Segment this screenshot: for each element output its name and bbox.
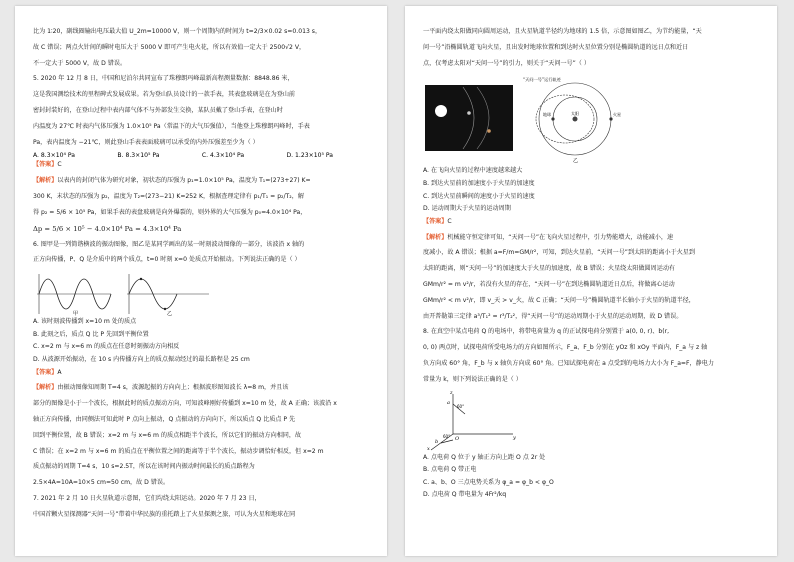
q7-analysis-line: GMm/r² < m v²/r，即 v_天 > v_火，故 C 正确；“天问一号”椭圆轨道半长轴小于火星的轨道半径， [423, 296, 695, 304]
q4-tail-line-3: 不一定大于 5000 V，故 D 错误。 [33, 59, 127, 67]
q5-stem-line: 这是我国测绘技术的里程碑式发展成果。若为登山队员设计的一款手表，其表盘玻璃是在为登山前 [33, 91, 296, 99]
q7-analysis-line: 由开普勒第三定律 a³/T₁² = r³/T₂²，得“天问一号”的运动周期小于火星的运动周期，故 D 错误。 [423, 312, 683, 320]
angle-b-label: 60° [443, 433, 451, 439]
q7-figure [423, 73, 761, 165]
q8-stem-line: 0, 0) 两点时，试探电荷所受电场力的方向如图所示，F_a、F_b 分别在 yOz 和 xOy 平面内，F_a 与 z 轴 [423, 344, 708, 352]
q7-analysis-line: 度减小，故 A 错误；根据 a=F/m=GM/r²，可知，到达火星前，“天问一号”到太阳的距离小于火星到 [423, 249, 695, 257]
q5-analysis: 【解析】以表内的封闭气体为研究对象，初状态的压强为 p₁=1.0×10⁵ Pa，温度为 T₁=(273+27) K= [33, 177, 311, 185]
point-a-label: a [447, 399, 450, 406]
point-b-label: b [435, 438, 439, 445]
q6-figure [33, 270, 371, 316]
angle-a-label: 60° [457, 403, 465, 409]
q7-head-line: 7. 2021 年 2 月 10 日火星轨道示意图，它们均绕太阳运动。2020 年 7 月 23 日， [33, 494, 261, 502]
label-sun: 太阳 [571, 111, 579, 117]
q8-axes-diagram [423, 390, 543, 452]
q7-answer: 【答案】C [423, 217, 452, 225]
waveform-graph [127, 274, 209, 317]
q7-stem-line: 一平面内绕太阳做同向圆周运动，且火星轨道半径约为地球的 1.5 倍，示意图如图乙，为节约能量，“天 [423, 28, 702, 35]
q5-stem-line: 5. 2020 年 12 月 8 日，中国和尼泊尔共同宣布了珠穆朗玛峰最新高程测量数据：8848.86 米， [33, 75, 294, 83]
q7-analysis-line: GMm/r² = m v²/r，若没有火星的存在，“天问一号”在到达椭圆轨道近日点后，将做离心运动 [423, 280, 675, 288]
q5-option-b: B. 8.3×10⁵ Pa [117, 152, 160, 160]
q5-stem-line: Pa，表内温度为 −21℃，则此登山手表表面玻璃可以承受的内外压强差至少为（ ） [33, 138, 259, 146]
q7-stem-line: 问一号”沿椭圆轨道飞向火星，且出发时地球位置和到达时火星位置分别是椭圆轨道的远日点和近日 [423, 43, 689, 51]
vibration-graph [37, 274, 111, 317]
q7-analysis: 【解析】机械能守恒定律可知，“天问一号”在飞向火星过程中，引力势能增大，动能减小，速 [423, 233, 674, 241]
figure-label-yi: 乙 [573, 158, 579, 165]
q5-stem-line: 内温度为 27℃ 时表内气体压强为 1.0×10⁵ Pa（常温下的大气压强值），当他登上珠穆朗玛峰时，手表 [33, 122, 310, 130]
q6-stem-line: 6. 图甲是一列简谐横波的振动图像，图乙是某同学画出的某一时刻波动图像的一部分，该波沿 x 轴的 [33, 240, 305, 248]
q6-option-b: B. 此刻之后，质点 Q 比 P 先回到平衡位置 [33, 330, 149, 338]
q6-analysis-line: 质点振动的周期 T=4 s，10 s=2.5T，所以在该时间内振动时间最长的质点路程为 [33, 463, 255, 471]
q8-figure [423, 390, 761, 452]
q6-analysis-line: C 错误；在 x=2 m 与 x=6 m 的质点在平衡位置之间的距离等于半个波长，振动步调恰好相反，但 x=2 m [33, 447, 324, 455]
q6-option-a: A. 该时刻波传播到 x=10 m 处的质点 [33, 318, 137, 326]
q8-option-c: C. a、b、O 三点电势关系为 φ_a = φ_b < φ_O [423, 478, 554, 486]
q6-analysis-line: 轴正方向传播，由同侧法可知此时 P 点向上振动，Q 点振动的方向向下，所以质点 Q 比质点 P 先 [33, 415, 296, 423]
origin-label: O [455, 435, 460, 442]
q8-option-a: A. 点电荷 Q 位于 y 轴正方向上距 O 点 2r 处 [423, 453, 546, 461]
q8-stem-line: 常量为 k，则下列说法正确的是（ ） [423, 375, 522, 383]
q6-option-c: C. x=2 m 与 x=6 m 的质点在任意时刻振动方向相反 [33, 343, 180, 351]
q6-analysis-line: 2.5×4A=10A=10×5 cm=50 cm，故 D 错误。 [33, 479, 170, 487]
q5-stem-line: 密封封装好的，在登山过程中表内部气体不与外部发生交换，某队员戴了登山手表，在登山时 [33, 106, 283, 114]
q5-answer: 【答案】C [33, 161, 62, 169]
page-right [405, 6, 777, 556]
orbit-photo-panel [425, 85, 513, 151]
q7-stem-line: 点，仅考虑太阳对“天问一号”的引力，则关于“天问一号”（ ） [423, 59, 590, 67]
q5-option-c: C. 4.3×10⁴ Pa [201, 152, 245, 160]
q6-option-d: D. 从波源开始振动，在 10 s 内传播方向上的质点振动经过的最长路程是 25 cm [33, 355, 250, 363]
q6-wave-graphs [33, 270, 213, 316]
orbit-schematic [536, 83, 613, 155]
q6-analysis-line: 回到平衡位置，故 B 错误；x=2 m 与 x=6 m 的质点相距半个波长，所以它们的振动方向相同，故 [33, 431, 302, 439]
axis-z: z [450, 389, 453, 396]
label-mars: 火星 [613, 112, 621, 118]
q7-orbit-diagrams [423, 73, 761, 165]
right-column [423, 26, 761, 502]
q5-analysis-line: 得 p₂ = 5/6 × 10⁵ Pa，如果手表的表盘玻璃是向外爆裂的，则外界的大气压强为 p₀=4.0×10⁴ Pa， [33, 208, 307, 216]
q6-stem-line: 正方向传播，P、Q 是介质中的两个质点，t=0 时刻 x=0 处质点开始振动。下列说法正确的是（ ） [33, 256, 301, 264]
q8-stem-line: 负方向成 60° 角，F_b 与 x 轴负方向成 60° 角。已知试探电荷在 a 点受到的电场力大小为 F_a=F，静电力 [423, 359, 714, 367]
q8-option-d: D. 点电荷 Q 带电量为 4Fr²/kq [423, 491, 507, 499]
q4-tail-line-2: 故 C 错误；两点火针间的瞬时电压大于 5000 V 即可产生电火花，所以有效值一定大于 2500√2 V， [33, 43, 306, 51]
q5-option-a: A. 8.3×10⁴ Pa [33, 152, 76, 160]
q7-option-d: D. 运动周期大于火星的运动周期 [423, 205, 511, 213]
q6-analysis: 【解析】由振动图像知周期 T=4 s，波源起振的方向向上；根据波形图知波长 λ=8 m，并且该 [33, 384, 289, 392]
graph-label-left: 甲 [73, 311, 79, 317]
q7-option-c: C. 到达火星前瞬间的速度小于火星的速度 [423, 192, 535, 200]
q7-option-b: B. 到达火星前的加速度小于火星的加速度 [423, 179, 535, 187]
q5-option-d: D. 1.23×10⁵ Pa [286, 152, 333, 160]
figure-caption: “天问一号”运行轨迹 [523, 77, 561, 83]
axis-x: x [427, 445, 430, 452]
q6-analysis-line: 部分的图像是小于一个波长，根据此时的质点振动方向，可知波峰刚好传播到 x=10 m 处，故 A 正确；该波沿 x [33, 400, 337, 408]
label-earth: 地球 [543, 112, 551, 118]
q5-options [33, 152, 333, 159]
page-left [15, 6, 387, 556]
q8-option-b: B. 点电荷 Q 带正电 [423, 466, 477, 474]
q8-stem-line: 8. 在真空中某点电荷 Q 的电场中，将带电荷量为 q 的正试探电荷分别置于 a(0, 0, r)、b(r, [423, 328, 670, 336]
left-column [33, 26, 371, 525]
q5-formula: Δp = 5/6 × 10⁵ − 4.0×10⁴ Pa = 4.3×10⁴ Pa [33, 224, 182, 233]
axis-y: y [513, 434, 516, 441]
q5-analysis-line: 300 K，末状态的压强为 p₂，温度为 T₂=(273−21) K=252 K，根据查理定律有 p₁/T₁ = p₂/T₂，解 [33, 192, 304, 200]
q7-option-a: A. 在飞向火星的过程中速度越来越大 [423, 167, 523, 175]
q4-tail-line-1: 比为 1∶20，副线圈输出电压最大值 U_2m=10000 V，则一个周期内的时间为 t=2/3×0.02 s=0.013 s， [33, 28, 322, 35]
q7-analysis-line: 太阳的距离，则“天问一号”的加速度大于火星的加速度，故 B 错误；火星绕太阳做圆周运动有 [423, 265, 676, 273]
q6-answer: 【答案】A [33, 368, 62, 376]
graph-label-right: 乙 [167, 311, 173, 317]
q7-head-line: 中国首颗火星探测器“天问一号”带着中华民族的重托踏上了火星探测之旅，可认为火星和地球在同 [33, 510, 296, 518]
